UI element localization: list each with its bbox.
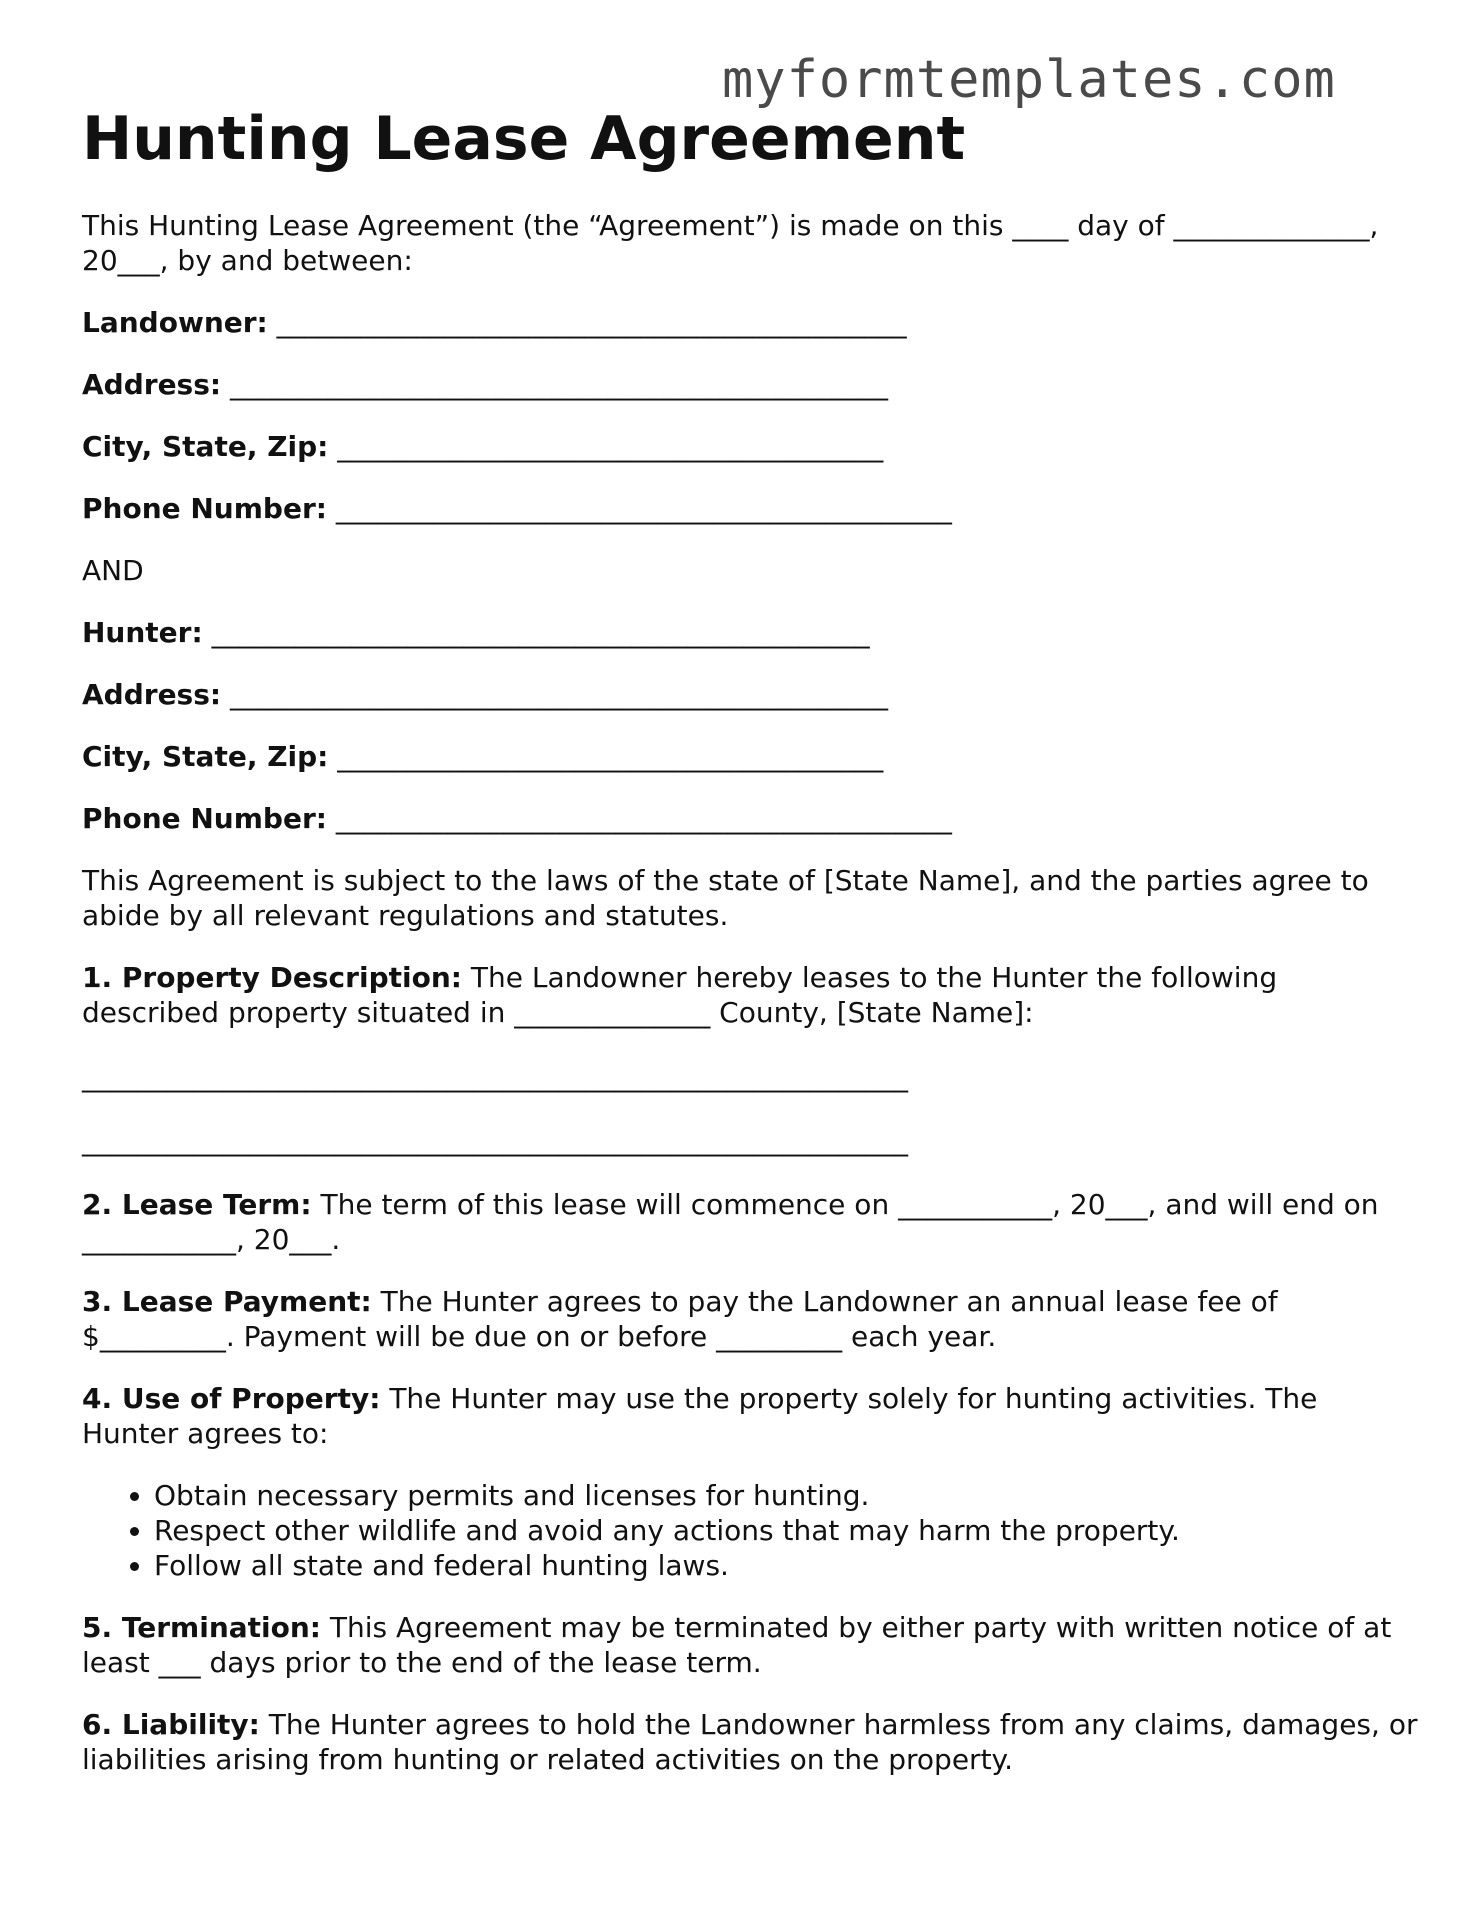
landowner-address-blank[interactable]: _______________________________________________ <box>230 368 888 401</box>
landowner-name-blank[interactable]: _____________________________________________ <box>276 306 907 339</box>
landowner-city-field <box>82 429 1422 464</box>
hunter-name-label: Hunter: <box>82 616 203 649</box>
section-text: The Hunter agrees to pay the Landowner an annual lease fee of $_________. Payment will be due on or before _________ each year. <box>82 1285 1278 1353</box>
document-body <box>82 208 1422 1804</box>
section-use-of-property <box>82 1381 1422 1451</box>
list-item: • Obtain necessary permits and licenses for hunting. <box>154 1478 1422 1513</box>
use-of-property-list <box>82 1478 1422 1583</box>
hunter-city-blank[interactable]: _______________________________________ <box>337 740 884 773</box>
landowner-phone-label: Phone Number: <box>82 492 327 525</box>
section-text: The term of this lease will commence on ___________, 20___, and will end on ___________, 20___. <box>82 1188 1379 1256</box>
section-heading: 4. Use of Property: <box>82 1382 381 1415</box>
and-separator: AND <box>82 554 144 587</box>
section-property-description <box>82 960 1422 1030</box>
site-watermark: myformtemplates.com <box>722 50 1336 110</box>
landowner-address-field <box>82 367 1422 402</box>
hunter-phone-blank[interactable]: ____________________________________________ <box>335 802 952 835</box>
hunter-city-field <box>82 739 1422 774</box>
hunter-phone-field <box>82 801 1422 836</box>
hunter-name-field <box>82 615 1422 650</box>
section-text: The Hunter agrees to hold the Landowner harmless from any claims, damages, or liabilities arising from hunting or related activities on the property. <box>82 1708 1418 1776</box>
landowner-city-blank[interactable]: _______________________________________ <box>337 430 884 463</box>
landowner-address-label: Address: <box>82 368 222 401</box>
section-heading: 3. Lease Payment: <box>82 1285 372 1318</box>
landowner-name-field <box>82 305 1422 340</box>
intro-paragraph: This Hunting Lease Agreement (the “Agreement”) is made on this ____ day of ______________, 20___, by and between: <box>82 209 1379 277</box>
landowner-phone-blank[interactable]: ____________________________________________ <box>335 492 952 525</box>
section-text: This Agreement may be terminated by either party with written notice of at least ___ days prior to the end of the lease term. <box>82 1611 1392 1679</box>
hunter-address-field <box>82 677 1422 712</box>
landowner-city-label: City, State, Zip: <box>82 430 329 463</box>
landowner-phone-field <box>82 491 1422 526</box>
governing-law-paragraph: This Agreement is subject to the laws of the state of [State Name], and the parties agree to abide by all relevant regulations and statutes. <box>82 864 1369 932</box>
hunter-phone-label: Phone Number: <box>82 802 327 835</box>
section-text: The Landowner hereby leases to the Hunter the following described property situated in ______________ County, [State Name]: <box>82 961 1278 1029</box>
hunter-city-label: City, State, Zip: <box>82 740 329 773</box>
list-item: • Follow all state and federal hunting laws. <box>154 1548 1422 1583</box>
section-heading: 2. Lease Term: <box>82 1188 312 1221</box>
section-text: The Hunter may use the property solely for hunting activities. The Hunter agrees to: <box>82 1382 1318 1450</box>
section-heading: 1. Property Description: <box>82 961 462 994</box>
section-termination <box>82 1610 1422 1680</box>
section-lease-payment <box>82 1284 1422 1354</box>
property-description-line-2[interactable]: ___________________________________________________________ <box>82 1124 908 1157</box>
section-heading: 5. Termination: <box>82 1611 321 1644</box>
hunter-address-label: Address: <box>82 678 222 711</box>
list-item: • Respect other wildlife and avoid any actions that may harm the property. <box>154 1513 1422 1548</box>
hunter-name-blank[interactable]: _______________________________________________ <box>211 616 870 649</box>
landowner-name-label: Landowner: <box>82 306 268 339</box>
section-lease-term <box>82 1187 1422 1257</box>
section-heading: 6. Liability: <box>82 1708 260 1741</box>
hunter-address-blank[interactable]: _______________________________________________ <box>230 678 888 711</box>
document-title: Hunting Lease Agreement <box>82 104 966 174</box>
section-liability <box>82 1707 1422 1777</box>
property-description-line-1[interactable]: ___________________________________________________________ <box>82 1060 908 1093</box>
